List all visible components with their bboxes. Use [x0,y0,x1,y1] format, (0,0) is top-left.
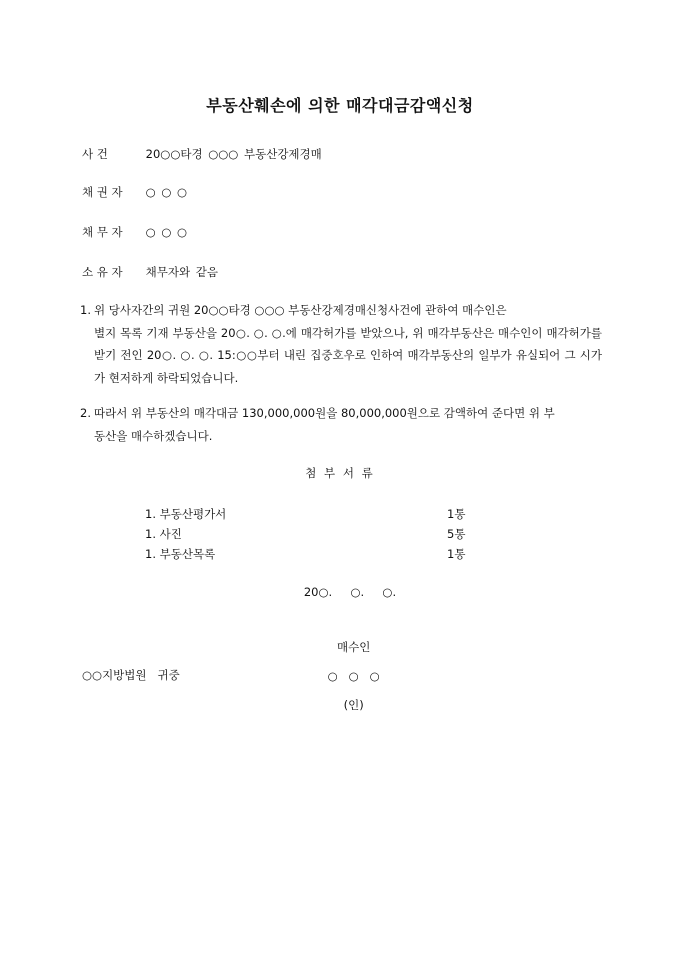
paragraph-1 [80,299,602,389]
attachment-name: 1. 사진 [145,527,182,541]
owner-label: 소 유 자 [82,265,123,279]
seal-mark: (인) [343,698,364,712]
document-date: 20○. ○. ○. [303,585,397,599]
buyer-name: ○ ○ ○ [327,669,380,683]
owner-value: 채무자와 같음 [145,265,218,279]
paragraph-2 [80,402,602,447]
debtor-label: 채 무 자 [82,225,123,239]
attachment-item [145,504,475,524]
buyer-label: 매수인 [336,640,371,654]
document-title: 부동산훼손에 의한 매각대금감액신청 [206,96,474,115]
paragraph-1-body: 별지 목록 기재 부동산을 20○. ○. ○.에 매각허가를 받았으나, 위 매각부동산은 매수인이 매각허가를 받기 전인 20○. ○. ○. 15:○○부터 내린 집중호우로 인하여 매각부동산의 일부가 유실되어 그 시가가 현저하게 하락되었습니다. [94,325,602,385]
attachment-name: 1. 부동산목록 [145,547,216,561]
attachment-count: 5통 [447,527,466,541]
attachment-count: 1통 [447,507,466,521]
paragraph-2-body: 동산을 매수하겠습니다. [94,428,213,443]
case-label: 사 건 [82,147,108,161]
case-value: 20○○타경 ○○○ 부동산강제경매 [145,147,322,161]
attachments-heading: 첨 부 서 류 [305,466,375,480]
debtor-row [82,224,187,240]
debtor-value: ○ ○ ○ [145,225,188,239]
attachment-count: 1통 [447,547,466,561]
attachment-item [145,544,475,564]
paragraph-1-number: 1. [80,303,91,317]
creditor-row [82,184,187,200]
court-addressee: ○○지방법원 귀중 [82,668,180,682]
paragraph-2-line1: 따라서 위 부동산의 매각대금 130,000,000원을 80,000,000원으로 감액하여 준다면 위 부 [94,406,555,420]
paragraph-2-number: 2. [80,406,91,420]
paragraph-1-line1: 위 당사자간의 귀원 20○○타경 ○○○ 부동산강제경매신청사건에 관하여 매수인은 [94,303,507,317]
attachments-list [145,504,475,564]
attachment-item [145,524,475,544]
creditor-label: 채 권 자 [82,185,123,199]
case-row [82,146,322,162]
owner-row [82,264,218,280]
attachment-name: 1. 부동산평가서 [145,507,227,521]
creditor-value: ○ ○ ○ [145,185,188,199]
